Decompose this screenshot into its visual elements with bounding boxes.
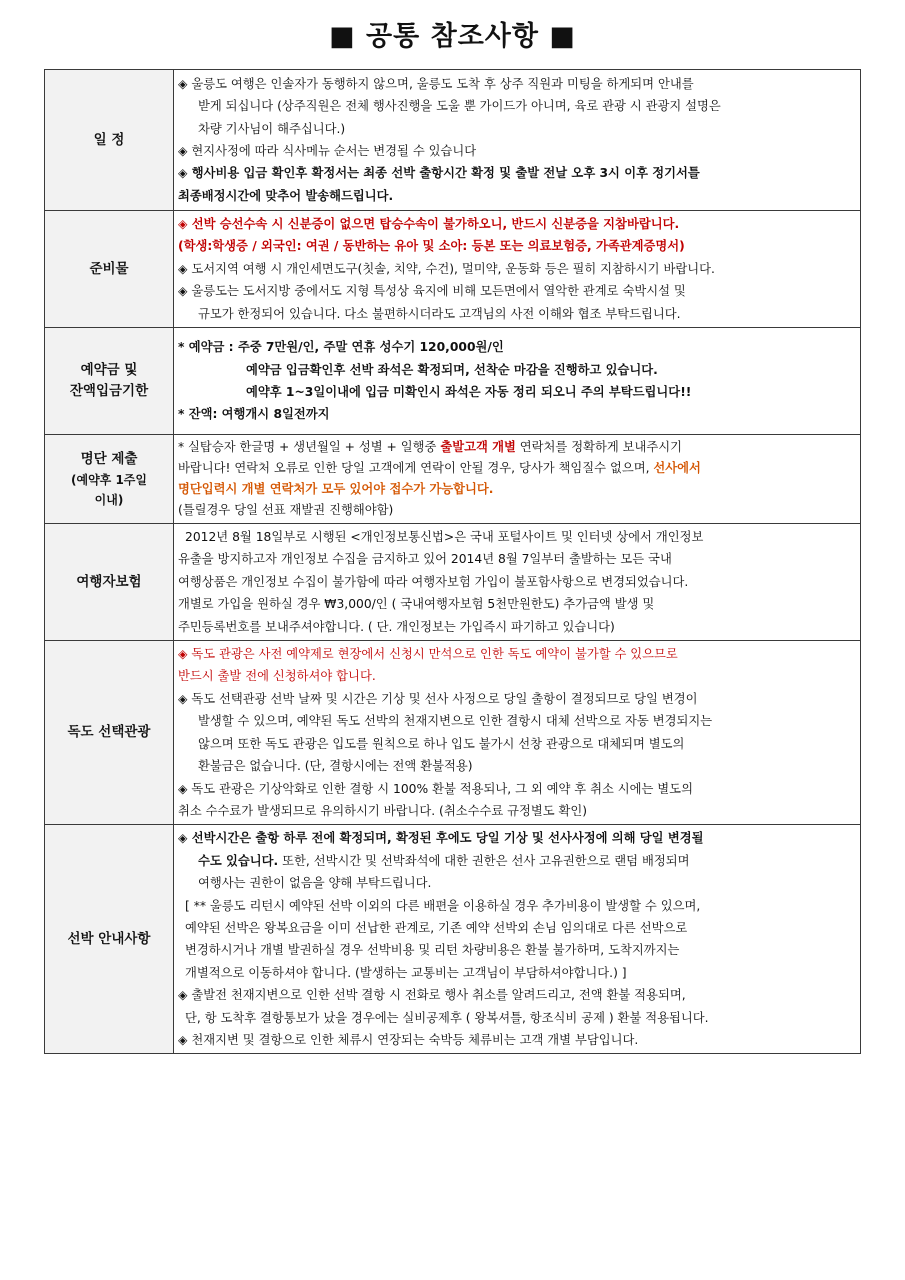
label-insurance: 여행자보험	[45, 524, 174, 641]
text-segment: * 실탑승자 한글명 + 생년월일 + 성별 + 일행중	[178, 440, 441, 455]
text-line: ◈ 도서지역 여행 시 개인세면도구(칫솔, 치약, 수건), 멀미약, 운동화 등은 필히 지참하시기 바랍니다.	[178, 261, 715, 276]
body-deposit	[174, 328, 861, 435]
text-line: 최종배정시간에 맞추어 발송해드립니다.	[178, 188, 394, 203]
text-line: 발생할 수 있으며, 예약된 독도 선박의 천재지변으로 인한 결항시 대체 선박으로 자동 변경되지는	[198, 714, 713, 729]
body-ship	[174, 825, 861, 1054]
row-roster	[45, 435, 861, 524]
text-segment: 수도 있습니다.	[198, 853, 279, 868]
text-line: 취소 수수료가 발생되므로 유의하시기 바랍니다. (취소수수료 규정별도 확인)	[178, 803, 588, 818]
text-line: ◈ 독도 관광은 기상악화로 인한 결항 시 100% 환불 적용되나, 그 외 예약 후 취소 시에는 별도의	[178, 781, 693, 796]
label-roster-line2: (예약후 1주일	[71, 472, 147, 487]
text-line: ◈ 울릉도 여행은 인솔자가 동행하지 않으며, 울릉도 도착 후 상주 직원과 미팅을 하게되며 안내를	[178, 76, 694, 91]
text-line: 환불금은 없습니다. (단, 결항시에는 전액 환불적용)	[198, 759, 473, 774]
text-line: ◈ 행사비용 입금 확인후 확정서는 최종 선박 출항시간 확정 및 출발 전날 오후 3시 이후 정기서틀	[178, 166, 700, 181]
body-insurance	[174, 524, 861, 641]
text-segment: 바랍니다! 연락처 오류로 인한 당일 고객에게 연락이 안될 경우, 당사가 책임질수 없으며,	[178, 461, 654, 476]
text-segment: 연락처를 정확하게 보내주시기	[515, 440, 683, 455]
text-line: 여행상품은 개인정보 수집이 불가함에 따라 여행자보험 가입이 불포함사항으로 변경되었습니다.	[178, 574, 689, 589]
text-line: 차량 기사님이 해주십니다.)	[198, 121, 346, 136]
row-supplies	[45, 211, 861, 328]
body-dokdo	[174, 641, 861, 825]
label-deposit-line2: 잔액입금기한	[69, 383, 149, 400]
body-supplies	[174, 211, 861, 328]
text-highlight: 선사에서	[653, 461, 701, 476]
text-line: 규모가 한정되어 있습니다. 다소 불편하시더라도 고객님의 사전 이해와 협조 부탁드립니다.	[198, 306, 681, 321]
row-deposit	[45, 328, 861, 435]
page-title: ■ 공통 참조사항 ■	[329, 21, 576, 52]
text-line: 단, 항 도착후 결항통보가 났을 경우에는 실비공제후 ( 왕복셔틀, 항조식비 공제 ) 환불 적용됩니다.	[185, 1010, 709, 1025]
text-line: 유출을 방지하고자 개인정보 수집을 금지하고 있어 2014년 8월 7일부터 출발하는 모든 국내	[178, 552, 672, 567]
row-schedule	[45, 70, 861, 211]
text-line: 받게 되십니다 (상주직원은 전체 행사진행을 도울 뿐 가이드가 아니며, 육로 관광 시 관광지 설명은	[198, 99, 721, 114]
text-line: * 잔액: 여행개시 8일전까지	[178, 407, 330, 422]
text-line: ◈ 천재지변 및 결항으로 인한 체류시 연장되는 숙박등 체류비는 고객 개별 부담입니다.	[178, 1032, 639, 1047]
text-line	[178, 850, 856, 872]
text-line: (학생:학생증 / 외국인: 여권 / 동반하는 유아 및 소아: 등본 또는 의료보험증, 가족관계증명서)	[178, 239, 685, 254]
label-roster-line1: 명단 제출	[80, 450, 138, 467]
label-schedule: 일 정	[45, 70, 174, 211]
text-line: 2012년 8월 18일부로 시행된 <개인정보통신법>은 국내 포털사이트 및 인터넷 상에서 개인정보	[185, 530, 704, 545]
text-line: ◈ 출발전 천재지변으로 인한 선박 결항 시 전화로 행사 취소를 알려드리고, 전액 환불 적용되며,	[178, 988, 686, 1003]
text-line: ◈ 선박 승선수속 시 신분증이 없으면 탑승수속이 불가하오니, 반드시 신분증을 지참바랍니다.	[178, 217, 680, 231]
text-line: ◈ 독도 선택관광 선박 날짜 및 시간은 기상 및 선사 사정으로 당일 출항이 결정되므로 당일 변경이	[178, 691, 698, 706]
text-line: ◈ 선박시간은 출항 하루 전에 확정되며, 확정된 후에도 당일 기상 및 선사사정에 의해 당일 변경될	[178, 831, 704, 846]
row-dokdo	[45, 641, 861, 825]
label-dokdo: 독도 선택관광	[45, 641, 174, 825]
text-line: 예약된 선박은 왕복요금을 이미 선납한 관계로, 기존 예약 선박외 손님 임의대로 다른 선박으로	[185, 920, 688, 935]
text-line: 않으며 또한 독도 관광은 입도를 원칙으로 하나 입도 불가시 선창 관광으로 대체되며 별도의	[198, 736, 685, 751]
text-line: [ ** 울릉도 리턴시 예약된 선박 이외의 다른 배편을 이용하실 경우 추가비용이 발생할 수 있으며,	[185, 898, 701, 913]
row-ship	[45, 825, 861, 1054]
text-segment: 또한, 선박시간 및 선박좌석에 대한 권한은 선사 고유권한으로 랜덤 배정되며	[278, 853, 690, 868]
text-line: ◈ 울릉도는 도서지방 중에서도 지형 특성상 육지에 비해 모든면에서 열악한 관계로 숙박시설 및	[178, 284, 686, 299]
text-line: 변경하시거나 개별 발권하실 경우 선박비용 및 리턴 차량비용은 환불 불가하며, 도착지까지는	[185, 943, 680, 958]
text-line: (틀릴경우 당일 선표 재발권 진행해야함)	[178, 503, 394, 518]
label-roster	[45, 435, 174, 524]
text-line: ◈ 독도 관광은 사전 예약제로 현장에서 신청시 만석으로 인한 독도 예약이 불가할 수 있으므로	[178, 647, 678, 662]
text-line: 반드시 출발 전에 신청하셔야 합니다.	[178, 669, 376, 684]
label-supplies: 준비물	[45, 211, 174, 328]
label-ship: 선박 안내사항	[45, 825, 174, 1054]
notice-table	[44, 69, 861, 1054]
body-roster	[174, 435, 861, 524]
text-line	[178, 458, 856, 479]
text-line	[178, 437, 856, 458]
label-deposit	[45, 328, 174, 435]
text-line: 예약금 입금확인후 선박 좌석은 확정되며, 선착순 마감을 진행하고 있습니다.	[246, 362, 658, 377]
text-line: 개별적으로 이동하셔야 합니다. (발생하는 교통비는 고객님이 부담하셔야합니다.) ]	[185, 965, 627, 980]
text-line: 개별로 가입을 원하실 경우 ₩3,000/인 ( 국내여행자보험 5천만원한도) 추가금액 발생 및	[178, 597, 655, 612]
text-highlight: 출발고객 개별	[440, 440, 516, 455]
label-deposit-line1: 예약금 및	[80, 362, 138, 379]
text-line: 여행사는 권한이 없음을 양해 부탁드립니다.	[198, 876, 432, 891]
label-roster-line3: 이내)	[94, 492, 124, 507]
text-line: 주민등록번호를 보내주셔야합니다. ( 단. 개인정보는 가입즉시 파기하고 있습니다)	[178, 619, 615, 634]
row-insurance	[45, 524, 861, 641]
text-line: * 예약금 : 주중 7만원/인, 주말 연휴 성수기 120,000원/인	[178, 340, 504, 355]
text-line: ◈ 현지사정에 따라 식사메뉴 순서는 변경될 수 있습니다	[178, 144, 477, 158]
text-line: 예약후 1~3일이내에 입금 미확인시 좌석은 자동 정리 되오니 주의 부탁드립니다!!	[246, 385, 692, 400]
body-schedule	[174, 70, 861, 211]
text-line: 명단입력시 개별 연락처가 모두 있어야 접수가 가능합니다.	[178, 482, 494, 497]
